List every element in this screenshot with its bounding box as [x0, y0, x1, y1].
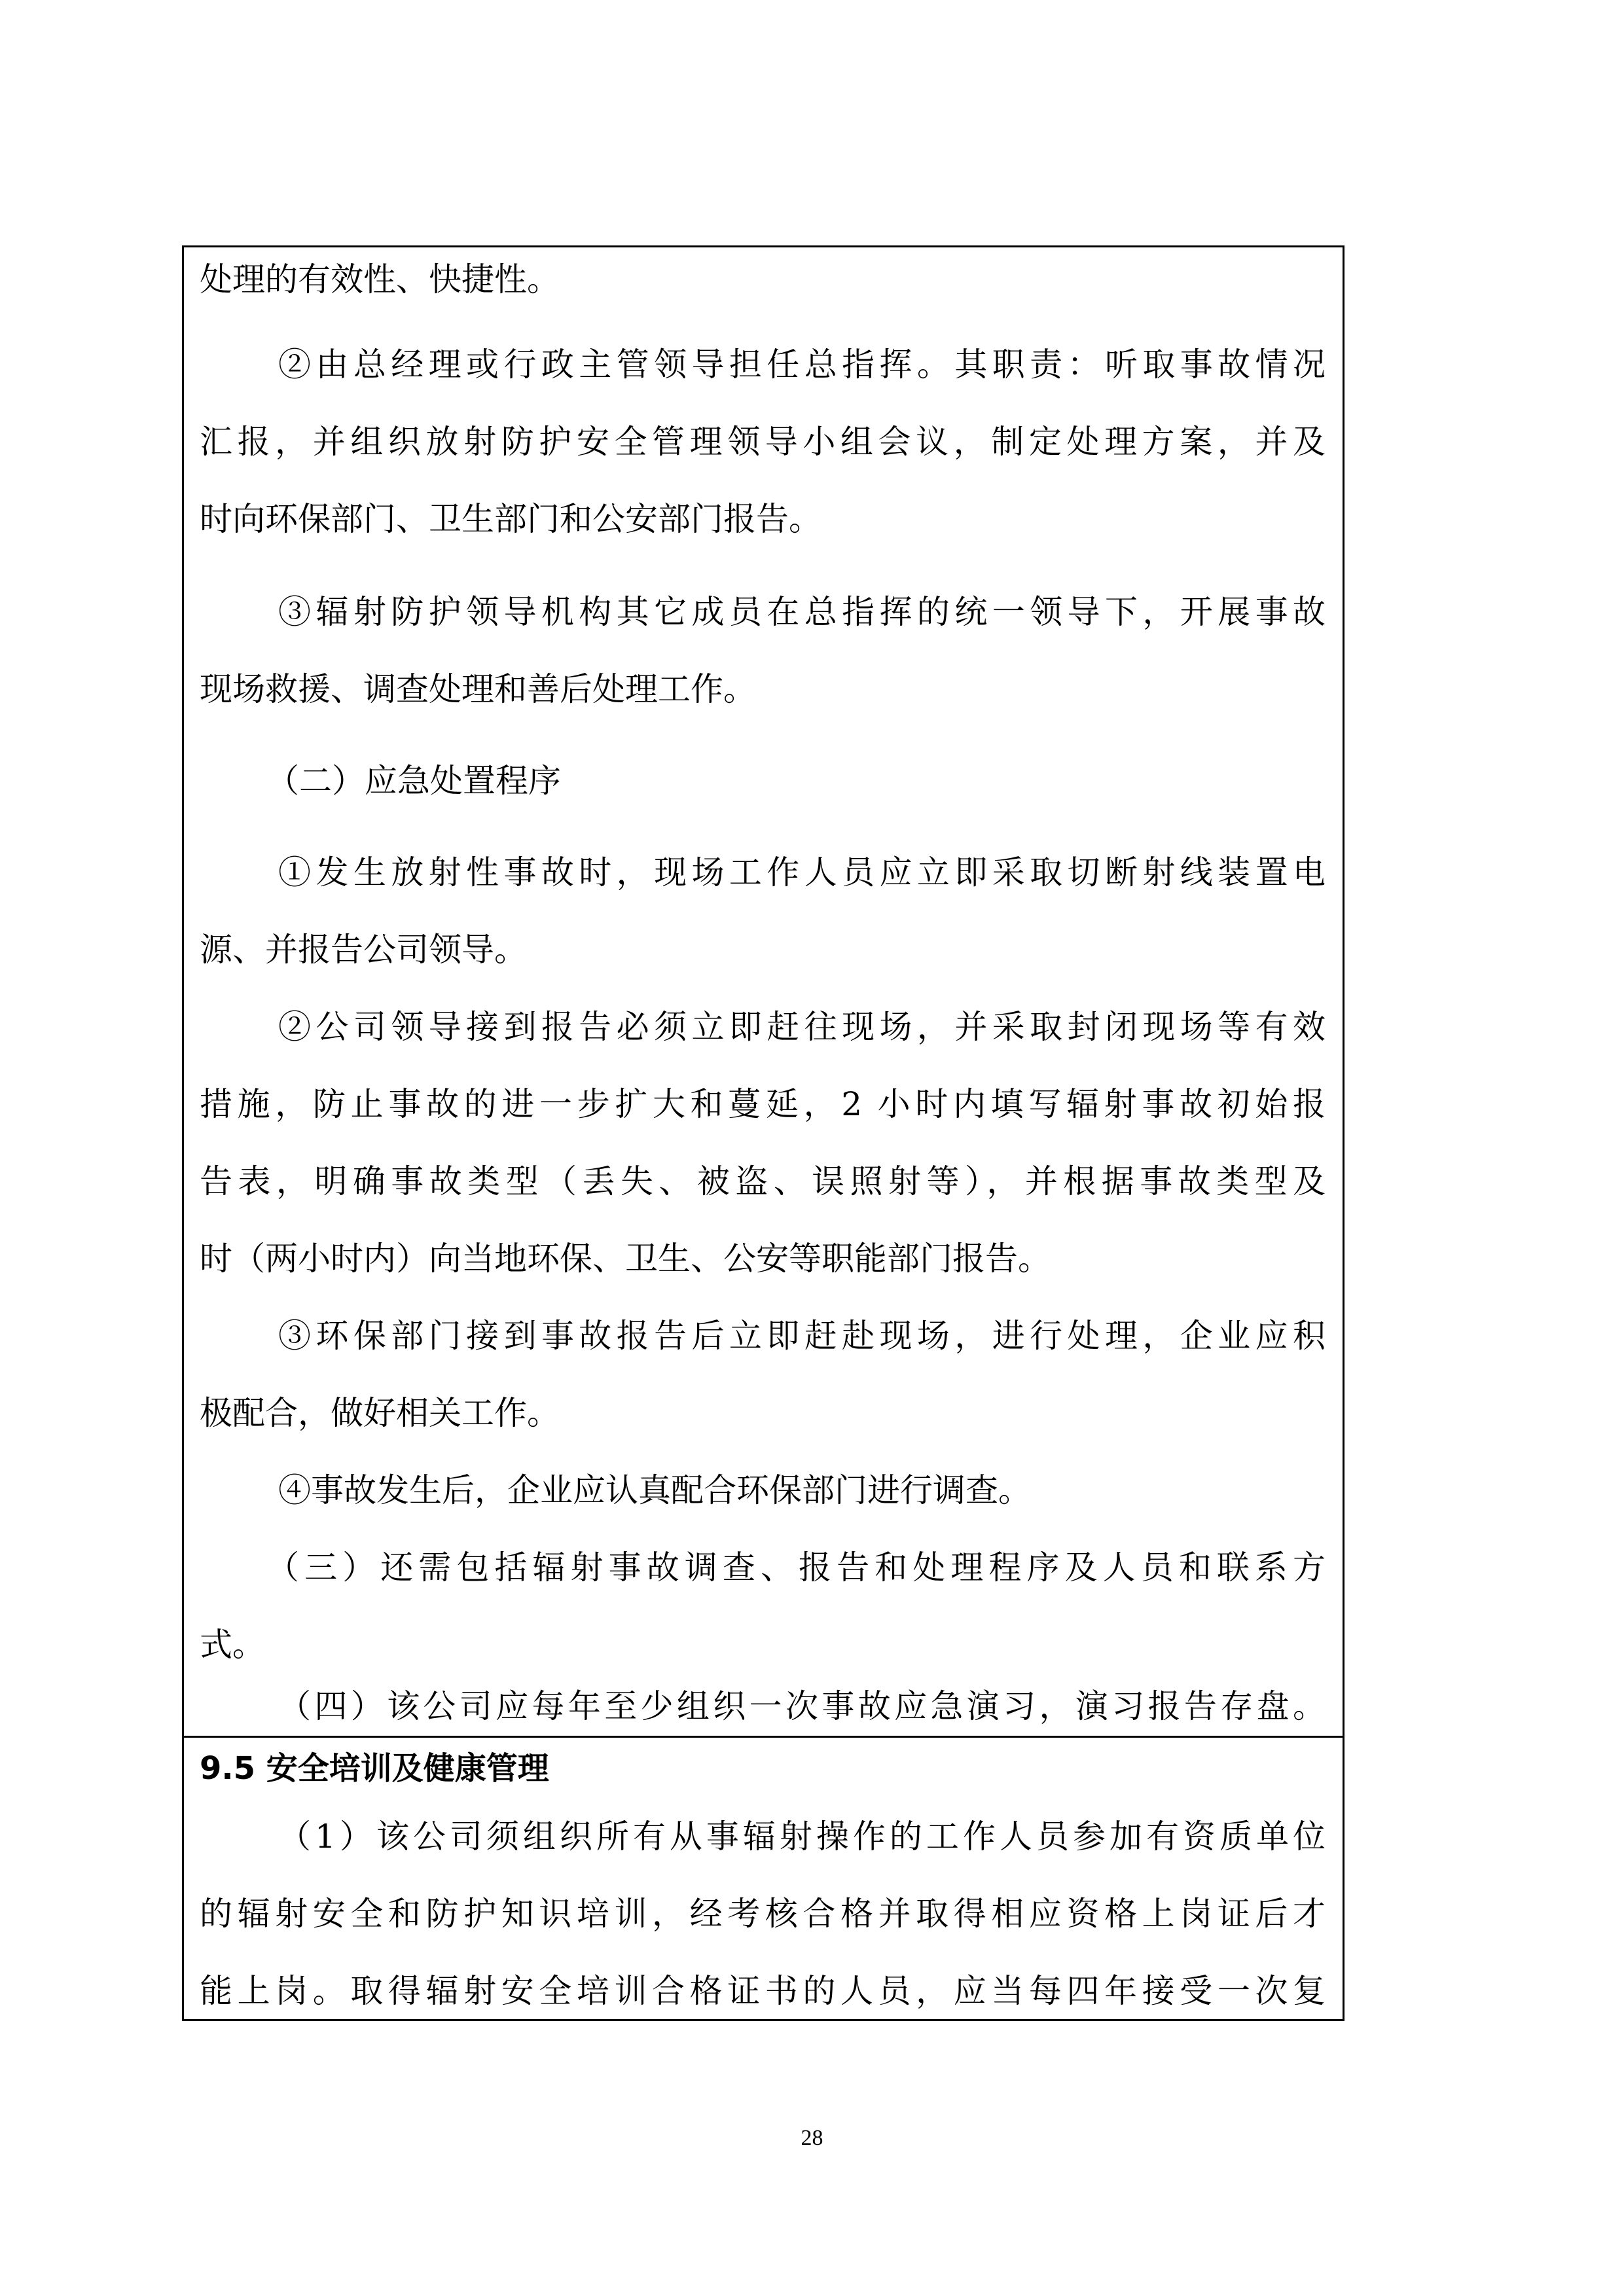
- text-line: 处理的有效性、快捷性。: [200, 260, 560, 298]
- text-line: 措施，防止事故的进一步扩大和蔓延，2 小时内填写辐射事故初始报: [200, 1085, 1326, 1123]
- text-line: 时向环保部门、卫生部门和公安部门报告。: [200, 500, 821, 538]
- text-line: （四）该公司应每年至少组织一次事故应急演习，演习报告存盘。: [278, 1687, 1326, 1725]
- text-line: 源、并报告公司领导。: [200, 931, 527, 969]
- text-line: ③辐射防护领导机构其它成员在总指挥的统一领导下，开展事故: [278, 593, 1326, 631]
- text-line: ①发生放射性事故时，现场工作人员应立即采取切断射线装置电: [278, 853, 1326, 891]
- emergency-procedure-cell: [182, 245, 1344, 1738]
- text-line: 的辐射安全和防护知识培训，经考核合格并取得相应资格上岗证后才: [200, 1895, 1326, 1933]
- text-line: 现场救援、调查处理和善后处理工作。: [200, 670, 756, 708]
- text-line: ②由总经理或行政主管领导担任总指挥。其职责：听取事故情况: [278, 346, 1326, 384]
- text-line: ③环保部门接到事故报告后立即赶赴现场，进行处理，企业应积: [278, 1317, 1326, 1355]
- text-line: 极配合，做好相关工作。: [200, 1394, 560, 1432]
- subheading: （二）应急处置程序: [266, 762, 561, 800]
- text-line: 能上岗。取得辐射安全培训合格证书的人员，应当每四年接受一次复: [200, 1972, 1326, 2010]
- text-line: 汇报，并组织放射防护安全管理领导小组会议，制定处理方案，并及: [200, 423, 1326, 461]
- text-line: 时（两小时内）向当地环保、卫生、公安等职能部门报告。: [200, 1240, 1051, 1278]
- training-health-cell: [182, 1736, 1344, 2021]
- text-line: 告表，明确事故类型（丢失、被盗、误照射等），并根据事故类型及: [200, 1162, 1326, 1200]
- text-line: （1）该公司须组织所有从事辐射操作的工作人员参加有资质单位: [278, 1818, 1326, 1856]
- text-line: 式。: [200, 1626, 265, 1664]
- section-heading: 9.5 安全培训及健康管理: [200, 1750, 549, 1787]
- page-number: 28: [801, 2126, 823, 2150]
- text-line: ④事故发生后，企业应认真配合环保部门进行调查。: [278, 1471, 1031, 1509]
- text-line: （三）还需包括辐射事故调查、报告和处理程序及人员和联系方: [266, 1549, 1326, 1587]
- text-line: ②公司领导接到报告必须立即赶往现场，并采取封闭现场等有效: [278, 1008, 1326, 1046]
